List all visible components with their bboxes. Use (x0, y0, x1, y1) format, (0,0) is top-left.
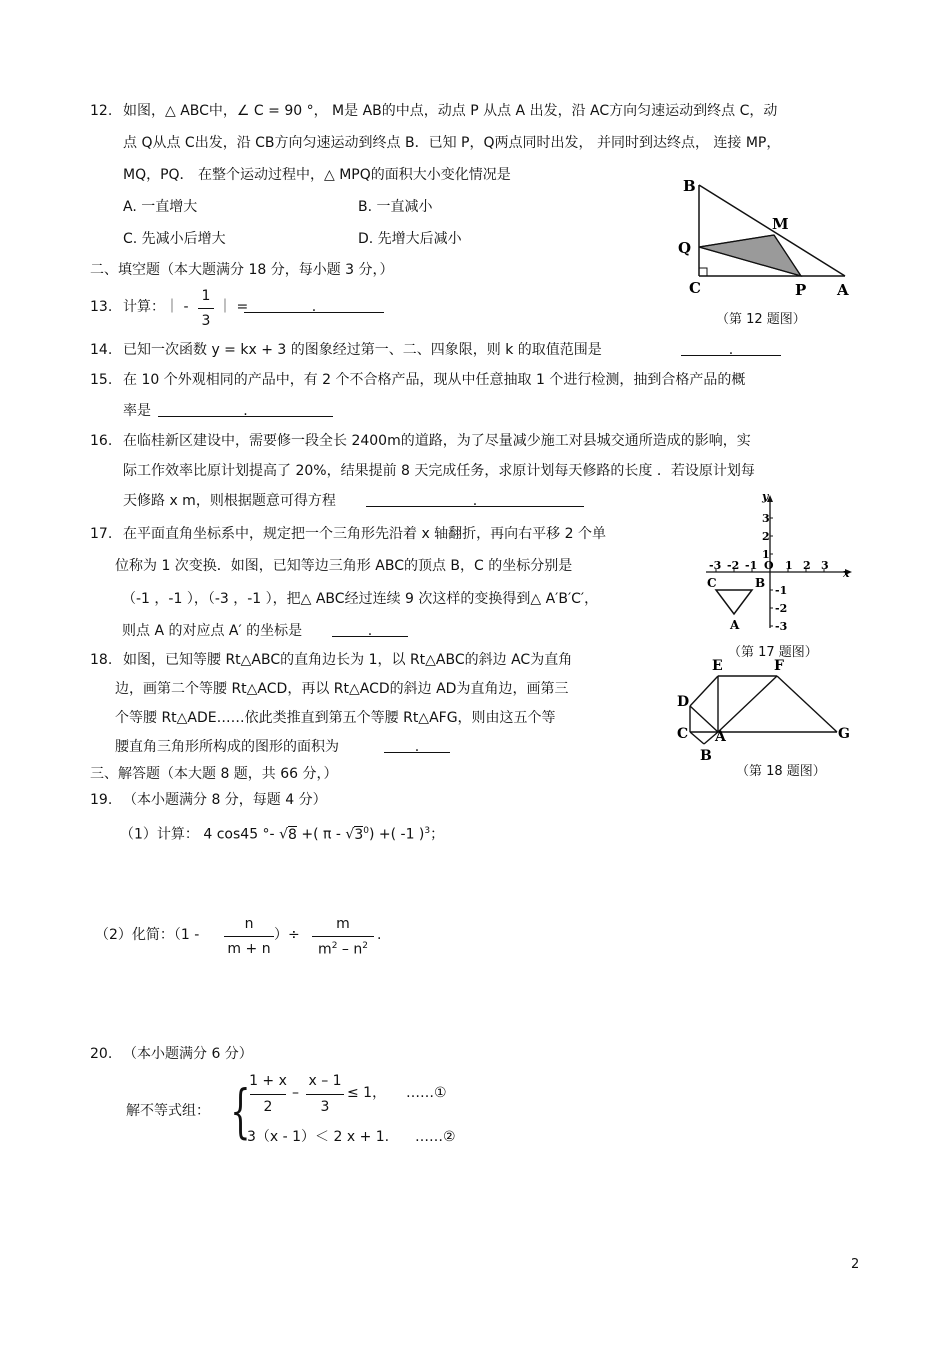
q12-label-p: P (795, 281, 807, 299)
q12-label-b: B (683, 177, 696, 195)
q16-answer-blank[interactable]: . (366, 492, 584, 510)
q12-label-a: A (837, 281, 849, 299)
q19-sqrt8-icon: √ (279, 826, 288, 843)
q19-p2-mid: ）÷ (274, 927, 300, 943)
q20-mark2: ……② (415, 1129, 456, 1145)
q17-line3: （-1 ，-1 ），（-3 ，-1 ），把△ ABC经过连续 9 次这样的变换得到△ A′B′C′， (122, 591, 599, 607)
q17-ytick: -2 (775, 602, 788, 615)
q16-line1: 在临桂新区建设中，需要修一段全长 2400m的道路，为了尽量减少施工对县城交通所造成的影响，实 (123, 433, 751, 449)
q17-line1: 在平面直角坐标系中，规定把一个三角形先沿着 x 轴翻折，再向右平移 2 个单 (123, 526, 606, 542)
q17-ytick: 2 (762, 530, 770, 543)
q13-frac-line (198, 308, 214, 309)
q12-label-q: Q (678, 239, 692, 257)
q18-line4: 腰直角三角形所构成的图形的面积为 (115, 739, 339, 755)
q19-p1-expr-c: ) +( -1 ) (368, 826, 425, 843)
q18-label-e: E (712, 658, 723, 674)
q17-xtick: -2 (727, 559, 740, 572)
q17-origin-label: O (764, 559, 774, 572)
q12-line1: 如图，△ ABC中，∠ C = 90 °， M是 AB的中点，动点 P 从点 A 出发，沿 AC方向匀速运动到终点 C，动 (123, 103, 778, 119)
q19-p2-end: . (377, 927, 382, 943)
q18-line2: 边，画第二个等腰 Rt△ACD，再以 Rt△ACD的斜边 AD为直角边，画第三 (115, 681, 569, 697)
q19-p1-label: （1）计算： (120, 826, 199, 843)
q18-label-b: B (700, 748, 712, 764)
q17-number: 17. (90, 526, 113, 542)
q19-p1-radicand-3: 3 (354, 826, 364, 843)
q14-number: 14. (90, 342, 113, 358)
q18-label-a: A (715, 729, 726, 745)
section3-heading: 三、解答题（本大题 8 题，共 66 分，） (90, 766, 338, 782)
page-number: 2 (851, 1257, 860, 1272)
q19-p1-expr-a: 4 cos45 °- (203, 826, 275, 843)
section2-heading: 二、填空题（本大题满分 18 分，每小题 3 分，） (90, 262, 394, 278)
q17-label-c: C (707, 576, 717, 590)
q12-option-b: B. 一直减小 (358, 199, 433, 215)
q17-x-axis-label: x (843, 567, 850, 580)
q12-figure (675, 175, 860, 305)
q18-answer-blank[interactable]: . (384, 738, 450, 756)
q20-f1-line (250, 1094, 286, 1095)
q19-p2-f2-den: $m^2 - n^2$ (318, 941, 368, 958)
q18-line3: 个等腰 Rt△ADE……依此类推直到第五个等腰 Rt△AFG，则由这五个等 (115, 710, 556, 726)
q16-number: 16. (90, 433, 113, 449)
q18-figure (672, 655, 862, 767)
system-brace-icon: { (230, 1077, 251, 1145)
q19-p2-f1-den: m + n (227, 941, 271, 957)
q18-label-c: C (677, 726, 689, 742)
q19-p1-exp3: 3 (424, 826, 431, 836)
q17-line2: 位称为 1 次变换．如图，已知等边三角形 ABC的顶点 B，C 的坐标分别是 (115, 558, 573, 574)
q20-ineq1-tail: ≤ 1， (347, 1085, 387, 1101)
q13-answer-blank[interactable]: . (244, 298, 384, 316)
q19-part1 (120, 822, 444, 844)
q12-label-m: M (772, 215, 789, 233)
q17-line4: 则点 A 的对应点 A′ 的坐标是 (122, 623, 303, 639)
q19-sqrt3-icon: √ (345, 826, 355, 843)
q17-xtick: 2 (803, 559, 811, 572)
q20-label: 解不等式组： (126, 1103, 210, 1119)
q19-p2-f1-line (224, 936, 274, 937)
q19-p1-radicand-8: 8 (287, 826, 297, 843)
q17-y-axis-label: y (762, 490, 769, 503)
q20-header: （本小题满分 6 分） (123, 1046, 253, 1062)
q12-line2: 点 Q从点 C出发，沿 CB方向匀速运动到终点 B．已知 P，Q两点同时出发， 并同时到达终点， 连接 MP， (123, 135, 781, 151)
q20-f1-den: 2 (263, 1099, 273, 1115)
q15-line2: 率是 (123, 403, 151, 419)
q12-option-d: D. 先增大后减小 (358, 231, 462, 247)
q18-number: 18. (90, 652, 113, 668)
q12-option-a: A. 一直增大 (123, 199, 198, 215)
q17-xtick: -3 (709, 559, 722, 572)
q18-figure-caption: （第 18 题图） (736, 764, 826, 779)
q18-label-f: F (774, 658, 784, 674)
q13-number: 13. (90, 299, 113, 315)
q17-figure (700, 488, 860, 636)
q17-xtick: -1 (745, 559, 758, 572)
q16-line3: 天修路 x m，则根据题意可得方程 (123, 493, 336, 509)
q17-ytick: -1 (775, 584, 788, 597)
q12-line3: MQ，PQ． 在整个运动过程中，△ MPQ的面积大小变化情况是 (123, 167, 511, 183)
q20-f1-num: 1 + x (249, 1073, 287, 1089)
q19-p1-exp0: 0 (363, 826, 369, 836)
q20-f2-num: x – 1 (308, 1073, 342, 1089)
q19-p2-f2-line (312, 936, 374, 937)
q20-ineq2: 3（x - 1）＜ 2 x + 1. (247, 1129, 390, 1145)
q20-number: 20. (90, 1046, 113, 1062)
q15-answer-blank[interactable]: . (158, 402, 333, 420)
q13-suffix: ｜ = (218, 299, 249, 315)
q16-line2: 际工作效率比原计划提高了 20%，结果提前 8 天完成任务，求原计划每天修路的长度 ．若设原计划每 (123, 463, 755, 479)
q17-label-a: A (730, 618, 740, 632)
q12-number: 12. (90, 103, 113, 119)
q17-figure-caption: （第 17 题图） (728, 645, 818, 660)
q18-label-d: D (677, 694, 690, 710)
q17-answer-blank[interactable]: . (332, 622, 408, 640)
q17-label-b: B (755, 576, 766, 590)
q19-number: 19. (90, 792, 113, 808)
q20-minus: – (292, 1085, 299, 1101)
q17-ytick: 3 (762, 512, 770, 525)
q20-mark1: ……① (406, 1085, 447, 1101)
q13-frac-num: 1 (201, 288, 211, 304)
q19-p1-expr-b: +( π - (301, 826, 341, 843)
q17-xtick: 3 (821, 559, 829, 572)
q19-header: （本小题满分 8 分，每题 4 分） (123, 792, 327, 808)
q18-line1: 如图，已知等腰 Rt△ABC的直角边长为 1，以 Rt△ABC的斜边 AC为直角 (123, 652, 573, 668)
q13-prefix: 计算：｜ - (123, 299, 189, 315)
q12-option-c: C. 先减小后增大 (123, 231, 226, 247)
q12-label-c: C (689, 279, 701, 297)
q17-ytick: 1 (762, 548, 770, 561)
q20-f2-line (306, 1094, 344, 1095)
q12-figure-caption: （第 12 题图） (716, 312, 806, 327)
q19-p2-f2-num: m (336, 916, 350, 932)
q17-ytick: -3 (775, 620, 788, 633)
q14-answer-blank[interactable]: . (681, 341, 781, 359)
q19-p1-end: ； (430, 826, 445, 843)
q19-p2-label: （2）化简：（1 - (95, 927, 200, 943)
q13-frac-den: 3 (201, 313, 211, 329)
q20-f2-den: 3 (320, 1099, 330, 1115)
q15-number: 15. (90, 372, 113, 388)
q17-xtick: 1 (785, 559, 793, 572)
q19-p2-f1-num: n (244, 916, 254, 932)
q15-line1: 在 10 个外观相同的产品中，有 2 个不合格产品，现从中任意抽取 1 个进行检测，抽到合格产品的概 (123, 372, 746, 388)
q14-text: 已知一次函数 y = kx + 3 的图象经过第一、二、四象限，则 k 的取值范围是 (123, 342, 602, 358)
q18-label-g: G (838, 726, 850, 742)
